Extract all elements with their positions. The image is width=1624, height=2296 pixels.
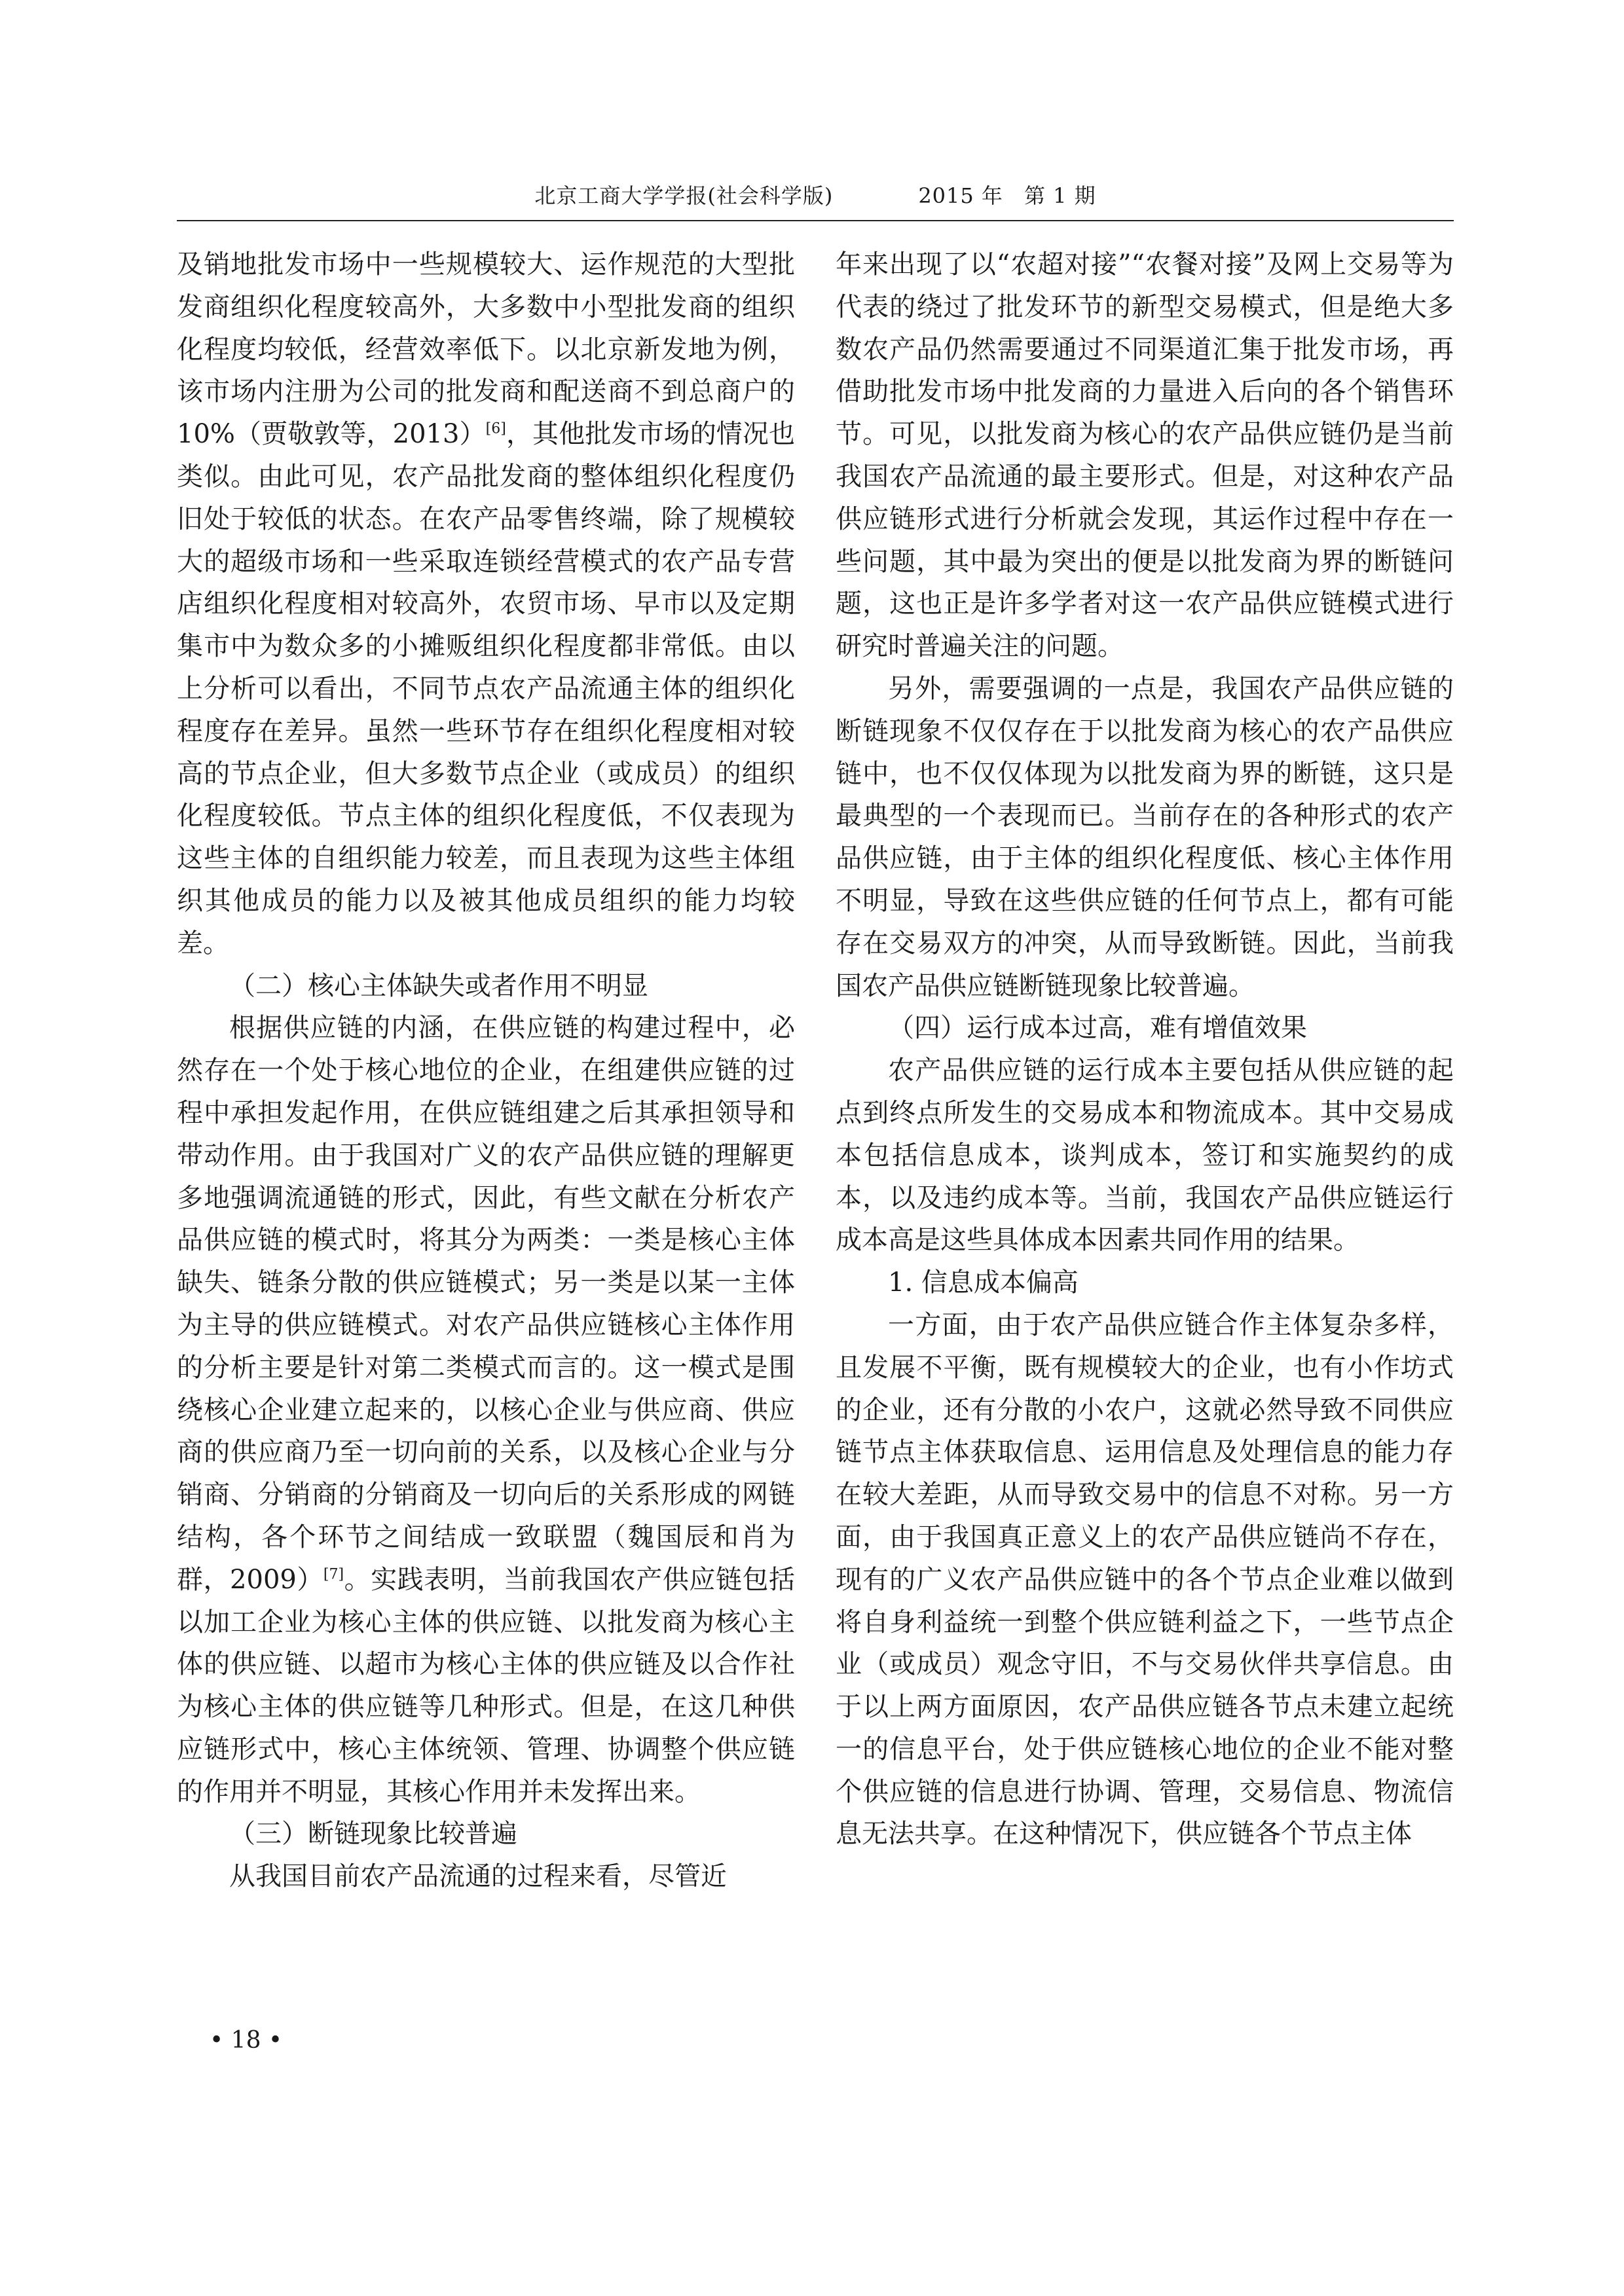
journal-year: 2015 年 xyxy=(918,183,1003,208)
section-heading: （二）核心主体缺失或者作用不明显 xyxy=(229,970,648,1001)
header-rule xyxy=(177,220,1454,221)
paragraph: 根据供应链的内涵，在供应链的构建过程中，必然存在一个处于核心地位的企业，在组建供应链的过程中承担发起作用，在供应链组建之后其承担领导和带动作用。由于我国对广义的农产品供应链的理解更多地强调流通链的形式，因此，有些文献在分析农产品供应链的模式时，将其分为两类：一类是核心主体缺失、链条分散的供应链模式；另一类是以某一主体为主导的供应链模式。对农产品供应链核心主体作用的分析主要是针对第二类模式而言的。这一模式是围绕核心企业建立起来的，以核心企业与供应商、供应商的供应商乃至一切向前的关系，以及核心企业与分销商、分销商的分销商及一切向后的关系形成的网链结构，各个环节之间结成一致联盟（魏国辰和肖为群，2009）[7]。实践表明，当前我国农产供应链包括以加工企业为核心主体的供应链、以批发商为核心主体的供应链、以超市为核心主体的供应链及以合作社为核心主体的供应链等几种形式。但是，在这几种供应链形式中，核心主体统领、管理、协调整个供应链的作用并不明显，其核心作用并未发挥出来。 xyxy=(177,1013,796,1807)
running-header xyxy=(177,180,1454,217)
journal-title: 北京工商大学学报(社会科学版) xyxy=(534,183,834,208)
paragraph: 农产品供应链的运行成本主要包括从供应链的起点到终点所发生的交易成本和物流成本。其中交易成本包括信息成本，谈判成本，签订和实施契约的成本，以及违约成本等。当前，我国农产品供应链运行成本高是这些具体成本因素共同作用的结果。 xyxy=(836,1055,1454,1256)
section-heading: （四）运行成本过高，难有增值效果 xyxy=(888,1013,1307,1044)
left-column xyxy=(177,244,795,1898)
citation-ref: [6] xyxy=(485,420,506,437)
journal-issue: 第 1 期 xyxy=(1024,183,1096,208)
subsection-heading: 1. 信息成本偏高 xyxy=(888,1267,1079,1298)
paragraph: 年来出现了以“农超对接”“农餐对接”及网上交易等为代表的绕过了批发环节的新型交易模式，但是绝大多数农产品仍然需要通过不同渠道汇集于批发市场，再借助批发市场中批发商的力量进入后向的各个销售环节。可见，以批发商为核心的农产品供应链仍是当前我国农产品流通的最主要形式。但是，对这种农产品供应链形式进行分析就会发现，其运作过程中存在一些问题，其中最为突出的便是以批发商为界的断链问题，这也正是许多学者对这一农产品供应链模式进行研究时普遍关注的问题。 xyxy=(836,249,1454,662)
paragraph: 一方面，由于农产品供应链合作主体复杂多样，且发展不平衡，既有规模较大的企业，也有小作坊式的企业，还有分散的小农户，这就必然导致不同供应链节点主体获取信息、运用信息及处理信息的能力存在较大差距，从而导致交易中的信息不对称。另一方面，由于我国真正意义上的农产品供应链尚不存在，现有的广义农产品供应链中的各个节点企业难以做到将自身利益统一到整个供应链利益之下，一些节点企业（或成员）观念守旧，不与交易伙伴共享信息。由于以上两方面原因，农产品供应链各节点未建立起统一的信息平台，处于供应链核心地位的企业不能对整个供应链的信息进行协调、管理，交易信息、物流信息无法共享。在这种情况下，供应链各个节点主体 xyxy=(836,1309,1454,1850)
paragraph: 及销地批发市场中一些规模较大、运作规范的大型批发商组织化程度较高外，大多数中小型批发商的组织化程度均较低，经营效率低下。以北京新发地为例，该市场内注册为公司的批发商和配送商不到总商户的 10%（贾敬敦等，2013）[6]，其他批发市场的情况也类似。由此可见，农产品批发商的整体组织化程度仍旧处于较低的状态。在农产品零售终端，除了规模较大的超级市场和一些采取连锁经营模式的农产品专营店组织化程度相对较高外，农贸市场、早市以及定期集市中为数众多的小摊贩组织化程度都非常低。由以上分析可以看出，不同节点农产品流通主体的组织化程度存在差异。虽然一些环节存在组织化程度相对较高的节点企业，但大多数节点企业（或成员）的组织化程度较低。节点主体的组织化程度低，不仅表现为这些主体的自组织能力较差，而且表现为这些主体组织其他成员的能力以及被其他成员组织的能力均较差。 xyxy=(177,249,796,958)
paragraph: 从我国目前农产品流通的过程来看，尽管近 xyxy=(229,1861,727,1892)
right-column xyxy=(836,244,1454,1855)
page-number: • 18 • xyxy=(210,2027,283,2054)
section-heading: （三）断链现象比较普遍 xyxy=(229,1819,517,1850)
citation-ref: [7] xyxy=(323,1566,344,1583)
paragraph: 另外，需要强调的一点是，我国农产品供应链的断链现象不仅仅存在于以批发商为核心的农产品供应链中，也不仅仅体现为以批发商为界的断链，这只是最典型的一个表现而已。当前存在的各种形式的农产品供应链，由于主体的组织化程度低、核心主体作用不明显，导致在这些供应链的任何节点上，都有可能存在交易双方的冲突，从而导致断链。因此，当前我国农产品供应链断链现象比较普遍。 xyxy=(836,673,1454,1001)
